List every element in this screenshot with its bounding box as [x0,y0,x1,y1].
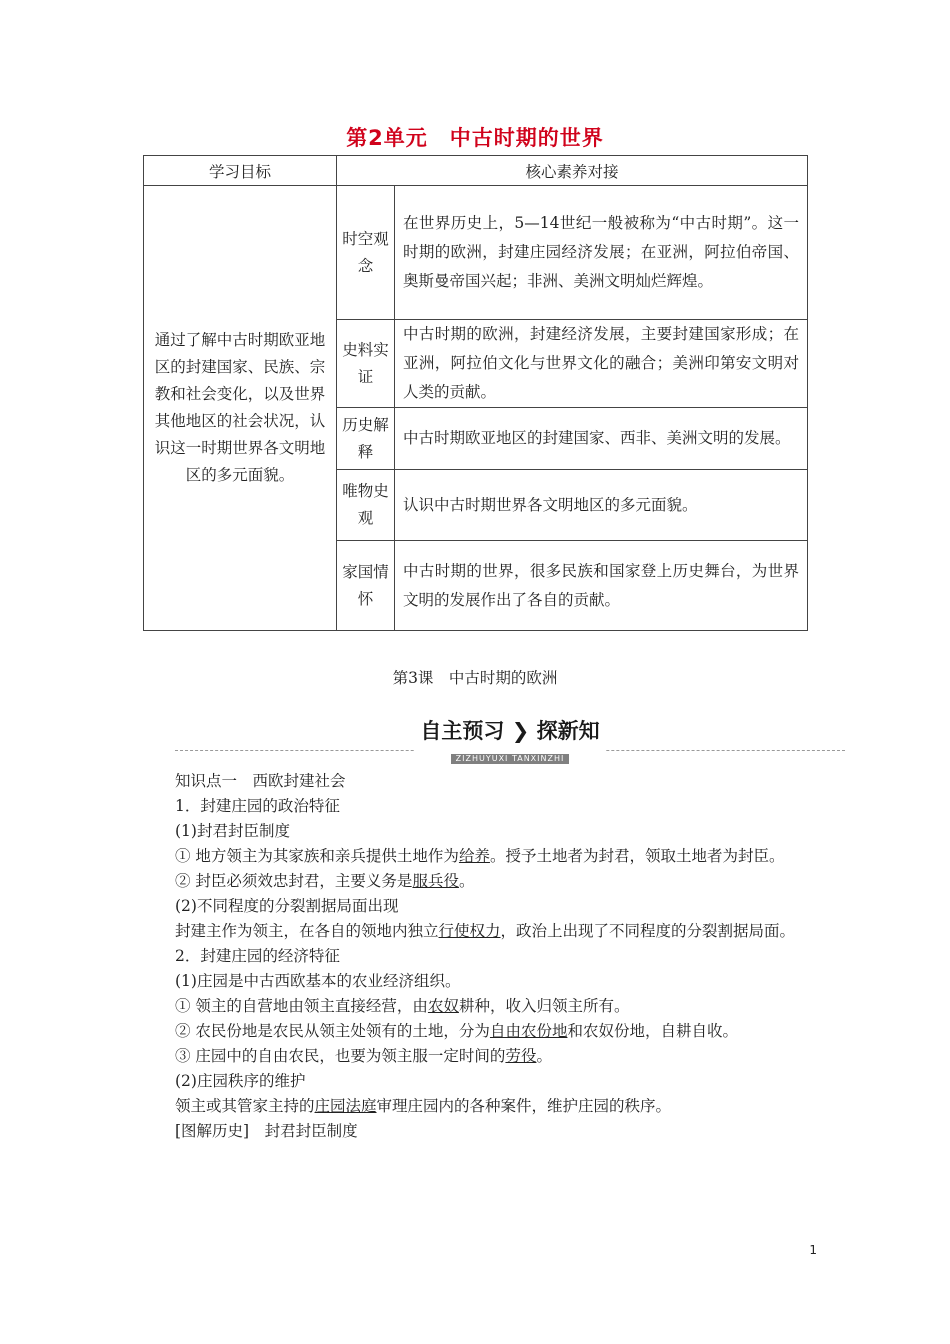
key-term: 给养 [458,847,490,865]
paragraph [175,844,855,869]
row-desc: 认识中古时期世界各文明地区的多元面貌。 [395,470,808,541]
row-desc: 在世界历史上，5—14世纪一般被称为“中古时期”。这一时期的欧洲，封建庄园经济发展；在亚洲，阿拉伯帝国、奥斯曼帝国兴起；非洲、美洲文明灿烂辉煌。 [395,186,808,320]
key-term: 劳役 [505,1047,537,1065]
knowledge-content [175,769,855,1144]
page-number: 1 [809,1243,817,1257]
text: 。授予土地者为封君，领取土地者为封臣。 [489,847,785,865]
subheading: 2．封建庄园的经济特征 [175,947,340,965]
text: ② 农民份地是农民从领主处领有的土地，分为 [175,1022,490,1040]
row-label: 家国情怀 [337,541,395,631]
text: ② 封臣必须效忠封君，主要义务是 [175,872,413,890]
key-term: 农奴 [427,997,459,1015]
header-core: 核心素养对接 [337,156,808,186]
figure-caption: [图解历史] 封君封臣制度 [175,1122,358,1140]
item: (1)封君封臣制度 [175,822,290,840]
item: (2)庄园秩序的维护 [175,1072,306,1090]
banner-title: 自主预习 ❯ 探新知 [420,719,600,743]
lesson-title: 第3课 中古时期的欧洲 [392,669,558,687]
text: 领主或其管家主持的 [175,1097,315,1115]
section-heading: 知识点一 西欧封建社会 [175,772,346,790]
goal-text: 通过了解中古时期欧亚地区的封建国家、民族、宗教和社会变化，以及世界其他地区的社会状况，认识这一时期世界各文明地区的多元面貌。 [144,186,337,631]
row-desc: 中古时期的欧洲，封建经济发展，主要封建国家形成；在亚洲，阿拉伯文化与世界文化的融合；美洲印第安文明对人类的贡献。 [395,320,808,408]
text: ③ 庄园中的自由农民，也要为领主服一定时间的 [175,1047,506,1065]
banner-subtitle: ZIZHUYUXI TANXINZHI [451,754,570,764]
text: 。 [458,872,475,890]
text: 耕种，收入归领主所有。 [458,997,630,1015]
banner-caption [415,716,605,763]
text: 审理庄园内的各种案件，维护庄园的秩序。 [376,1097,672,1115]
paragraph [175,1019,855,1044]
paragraph [175,1094,855,1119]
unit-title: 第2单元 中古时期的世界 [346,126,604,150]
row-desc: 中古时期的世界，很多民族和国家登上历史舞台，为世界文明的发展作出了各自的贡献。 [395,541,808,631]
row-label: 时空观念 [337,186,395,320]
row-label: 历史解释 [337,408,395,470]
learning-goals-table [143,155,808,631]
subheading: 1．封建庄园的政治特征 [175,797,340,815]
text: 和农奴份地，自耕自收。 [567,1022,738,1040]
text: 封建主作为领主，在各自的领地内独立 [175,922,439,940]
item: (1)庄园是中古西欧基本的农业经济组织。 [175,972,461,990]
text: ① 领主的自营地由领主直接经营，由 [175,997,428,1015]
text: ① 地方领主为其家族和亲兵提供土地作为 [175,847,459,865]
item: (2)不同程度的分裂割据局面出现 [175,897,399,915]
paragraph [175,919,855,944]
row-label: 唯物史观 [337,470,395,541]
row-label: 史料实证 [337,320,395,408]
text: 。 [536,1047,552,1065]
paragraph [175,994,855,1019]
row-desc: 中古时期欧亚地区的封建国家、西非、美洲文明的发展。 [395,408,808,470]
key-term: 行使权力 [438,922,501,940]
key-term: 自由农份地 [489,1022,568,1040]
key-term: 庄园法庭 [314,1097,377,1115]
text: ，政治上出现了不同程度的分裂割据局面。 [500,922,796,940]
paragraph [175,1044,855,1069]
key-term: 服兵役 [412,872,459,890]
section-banner [175,716,845,763]
paragraph [175,869,855,894]
header-goal: 学习目标 [144,156,337,186]
